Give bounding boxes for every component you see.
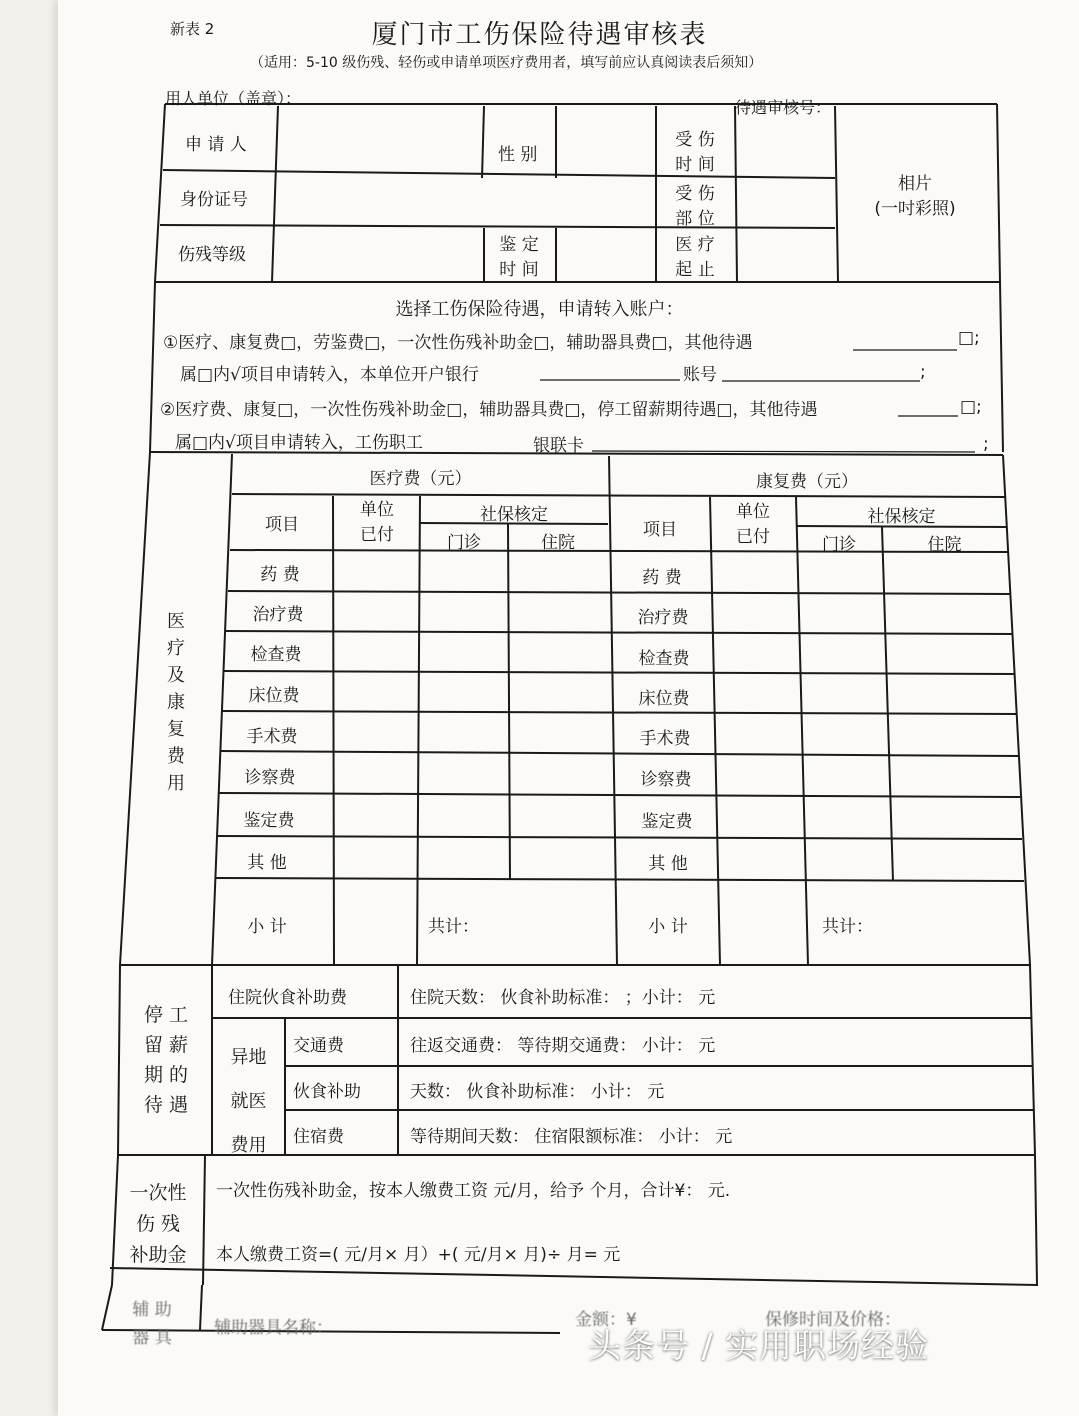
aids-section-label: 辅 助 器 具 <box>132 1300 172 1348</box>
rehab-row-item: 手术费 <box>639 729 691 749</box>
applicability-note: （适用：5-10 级伤残、轻伤或申请单项医疗费用者，填写前应认真阅读表后须知） <box>250 55 763 71</box>
injury-part-label: 受 伤 部 位 <box>675 184 715 229</box>
rehab-col-unit-paid: 单位 已付 <box>736 502 770 547</box>
employer-label: 用人单位（盖章）： <box>165 89 302 108</box>
medical-row-item: 药 费 <box>260 565 300 585</box>
appraisal-time-label: 鉴 定 时 间 <box>499 235 539 280</box>
transport-text: 往返交通费： 等待期交通费： 小计： 元 <box>410 1036 716 1056</box>
injury-time-label: 受 伤 时 间 <box>675 130 715 175</box>
selection-line-1-end: □; <box>958 328 980 348</box>
lodging-text: 等待期间天数： 住宿限额标准： 小计： 元 <box>410 1127 733 1147</box>
medical-col-unit-paid: 单位 已付 <box>360 500 394 545</box>
leave-section-label: 停 工 留 薪 期 的 待 遇 <box>143 1004 189 1116</box>
rehab-header: 康复费（元） <box>756 472 858 492</box>
rehab-row-item: 治疗费 <box>637 608 689 628</box>
transport-label: 交通费 <box>293 1036 344 1056</box>
selection-line-2a: 属□内√项目申请转入，本单位开户银行 <box>180 365 479 385</box>
medical-row-item: 鉴定费 <box>243 811 295 831</box>
aids-warranty-label: 保修时间及价格： <box>765 1310 901 1330</box>
rehab-row-item: 床位费 <box>638 689 690 709</box>
food-subsidy-text: 天数： 伙食补助标准： 小计： 元 <box>410 1082 665 1102</box>
lodging-label: 住宿费 <box>293 1127 344 1147</box>
photo-box: 相片 (一吋彩照) <box>874 174 956 219</box>
meal-subsidy-label: 住院伙食补助费 <box>228 988 347 1008</box>
rehab-row-item: 药 费 <box>642 568 682 588</box>
food-subsidy-label: 伙食补助 <box>293 1082 361 1102</box>
lump-sum-line-1: 一次性伤残补助金，按本人缴费工资 元/月，给予 个月，合计¥： 元. <box>216 1181 731 1201</box>
form-number: 新表 2 <box>170 20 215 38</box>
selection-line-2-end: ; <box>920 362 926 382</box>
medical-col-verify: 社保核定 <box>480 505 548 525</box>
page-title: 厦门市工伤保险待遇审核表 <box>371 20 708 50</box>
remote-treatment-label: 异地 就医 费用 <box>230 1047 267 1156</box>
watermark: 头条号 / 实用职场经验 <box>588 1326 930 1365</box>
medical-col-outpatient: 门诊 <box>447 533 481 553</box>
selection-line-3: ②医疗费、康复□，一次性伤残补助金□，辅助器具费□，停工留薪期待遇□，其他待遇 <box>160 400 818 420</box>
medical-row-item: 手术费 <box>246 727 298 747</box>
selection-title: 选择工伤保险待遇，申请转入账户： <box>395 299 684 320</box>
rehab-col-item: 项目 <box>643 520 677 540</box>
medical-subtotal: 小 计 <box>247 917 287 937</box>
medical-row-item: 检查费 <box>250 645 302 665</box>
medical-col-item: 项目 <box>265 515 299 535</box>
rehab-subtotal: 小 计 <box>648 917 688 937</box>
rehab-row-item: 诊察费 <box>640 770 692 790</box>
rehab-col-outpatient: 门诊 <box>822 535 856 555</box>
treatment-period-label: 医 疗 起 止 <box>675 235 715 280</box>
lump-sum-label: 一次性 伤 残 补助金 <box>129 1182 187 1266</box>
applicant-label: 申 请 人 <box>185 135 247 155</box>
selection-line-3-end: □; <box>960 397 982 417</box>
medical-total: 共计： <box>428 917 479 937</box>
medical-header: 医疗费（元） <box>369 469 472 489</box>
rehab-total: 共计： <box>822 917 873 937</box>
medical-row-item: 其 他 <box>247 853 287 873</box>
selection-line-4b: 银联卡 <box>533 436 584 456</box>
medical-row-item: 床位费 <box>248 686 300 706</box>
medical-col-inpatient: 住院 <box>541 533 575 553</box>
medical-row-item: 治疗费 <box>252 605 304 625</box>
rehab-row-item: 鉴定费 <box>641 812 693 832</box>
medical-row-item: 诊察费 <box>244 768 296 788</box>
lump-sum-line-2: 本人缴费工资=( 元/月× 月）+( 元/月× 月)÷ 月= 元 <box>216 1245 621 1265</box>
id-number-label: 身份证号 <box>180 190 248 210</box>
rehab-col-inpatient: 住院 <box>927 535 962 555</box>
audit-number-label: 待遇审核号： <box>735 98 832 117</box>
rehab-row-item: 其 他 <box>648 854 688 874</box>
aids-name-label: 辅助器具名称： <box>214 1318 333 1338</box>
meal-subsidy-text: 住院天数： 伙食补助标准： ；小计： 元 <box>410 988 716 1008</box>
rehab-col-verify: 社保核定 <box>867 507 936 527</box>
rehab-row-item: 检查费 <box>638 649 690 669</box>
selection-line-1: ①医疗、康复费□，劳鉴费□，一次性伤残补助金□，辅助器具费□，其他待遇 <box>163 333 753 353</box>
gender-label: 性 别 <box>498 145 538 165</box>
aids-amount-label: 金额：¥ <box>575 1310 637 1330</box>
medical-section-label: 医疗及康复费用 <box>167 611 185 794</box>
disability-level-label: 伤残等级 <box>178 245 246 265</box>
selection-line-4-end: ; <box>983 434 989 454</box>
selection-line-4a: 属□内√项目申请转入，工伤职工 <box>175 433 423 453</box>
selection-line-2b: 账号 <box>683 365 717 385</box>
